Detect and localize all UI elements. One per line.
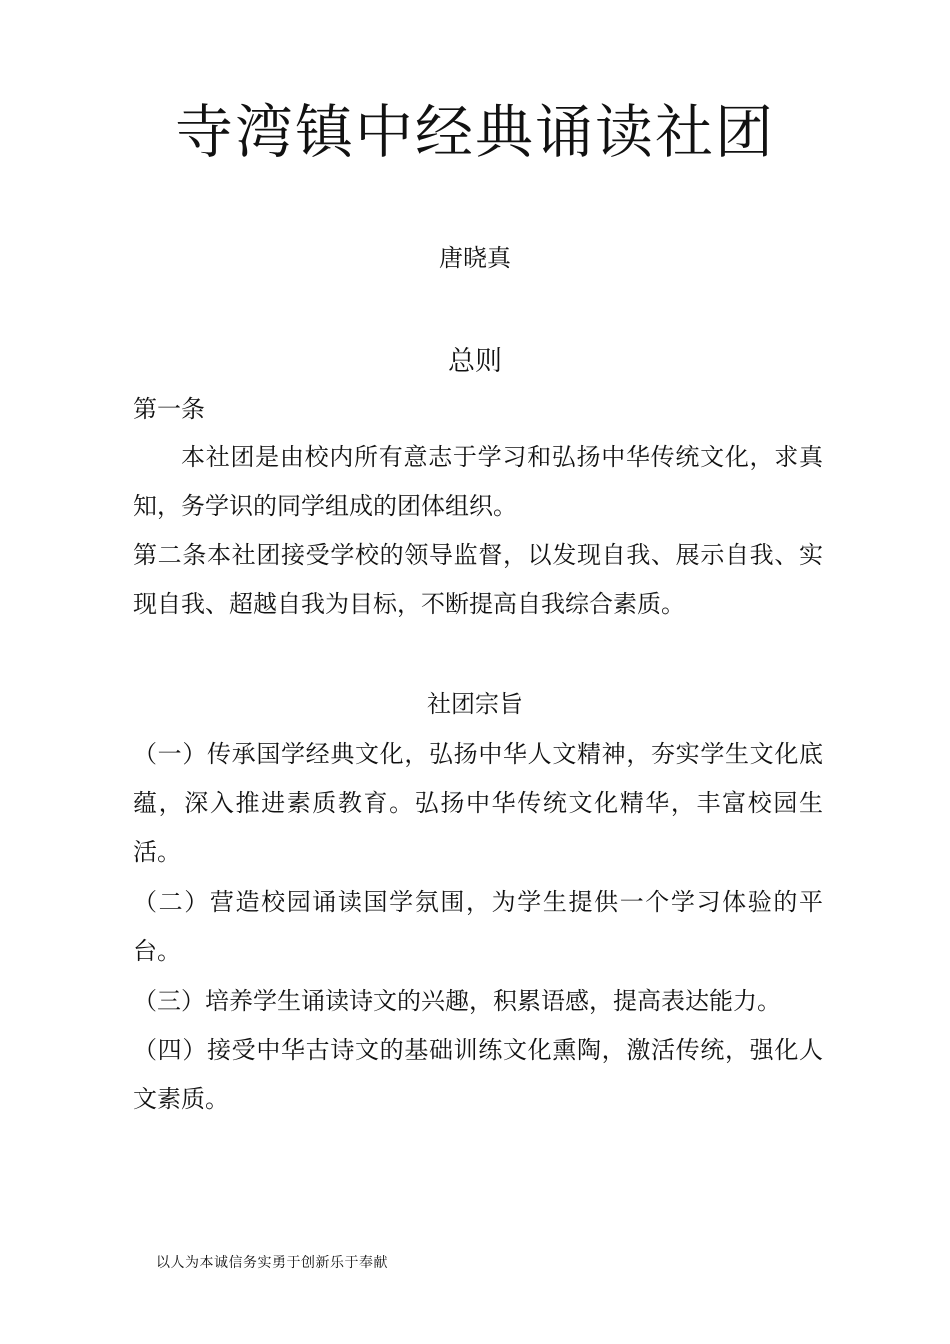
purpose-item-3: （三）培养学生诵读诗文的兴趣，积累语感，提高表达能力。 [133,987,781,1015]
article-one-body: 本社团是由校内所有意志于学习和弘扬中华传统文化，求真知，务学识的同学组成的团体组织。 [133,443,823,520]
section-heading-general: 总则 [448,346,502,377]
footer-motto: 以人为本诚信务实勇于创新乐于奉献 [156,1255,388,1271]
article-two-text: 第二条本社团接受学校的领导监督，以发现自我、展示自我、实现自我、超越自我为目标，不断提高自我综合素质。 [133,541,823,618]
document-author: 唐晓真 [439,244,511,272]
purpose-item-1: （一）传承国学经典文化，弘扬中华人文精神，夯实学生文化底蕴，深入推进素质教育。弘扬中华传统文化精华，丰富校园生活。 [133,740,823,866]
article-one-label: 第一条 [133,395,205,423]
section-heading-purpose: 社团宗旨 [427,690,523,718]
purpose-item-2: （二）营造校园诵读国学氛围，为学生提供一个学习体验的平台。 [133,888,823,965]
purpose-item-4: （四）接受中华古诗文的基础训练文化熏陶，激活传统，强化人文素质。 [133,1036,823,1113]
document-title: 寺湾镇中经典诵读社团 [174,98,775,166]
